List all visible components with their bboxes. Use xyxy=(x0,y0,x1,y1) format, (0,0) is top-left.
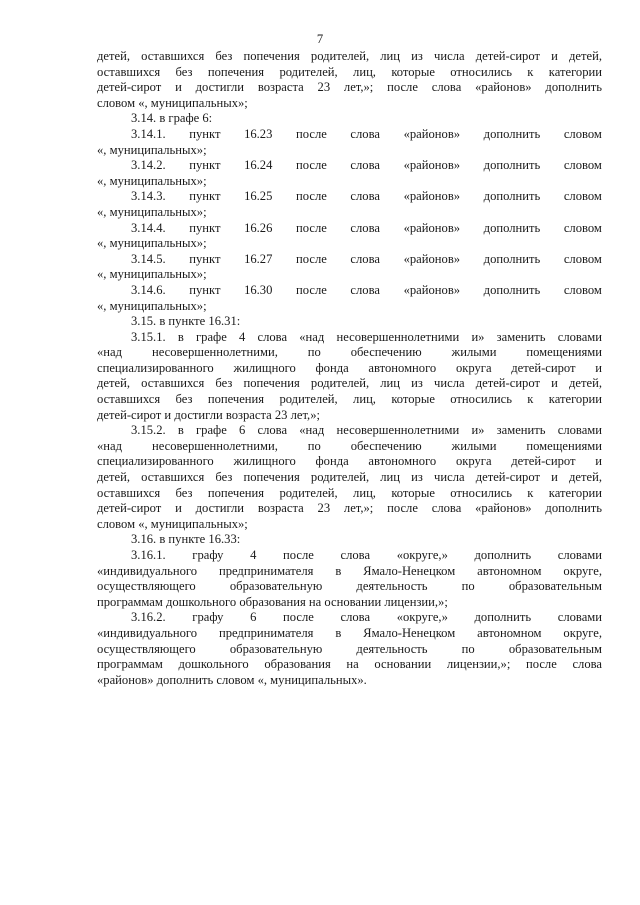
text-cell: «районов» xyxy=(403,158,461,173)
text-cell: 3.14.1. xyxy=(131,126,166,141)
text-cell: слова xyxy=(350,220,380,235)
text-line: осуществляющего образовательную деятельность по образовательным xyxy=(97,641,602,656)
page-number: 7 xyxy=(316,32,324,46)
text-line: «, муниципальных»; xyxy=(97,267,207,282)
text-cell: после xyxy=(296,251,327,266)
text-cell: пункт xyxy=(189,220,221,235)
text-line: «индивидуального предпринимателя в Ямало-Ненецком автономном округе, xyxy=(97,563,602,578)
text-line: программам дошкольного образования на основании лицензии,»; после слова xyxy=(97,657,602,672)
text-cell: словом xyxy=(563,158,602,173)
text-cell: 16.25 xyxy=(244,189,273,204)
text-cell: словом xyxy=(563,282,602,297)
text-cell: 16.26 xyxy=(244,220,273,235)
text-line: «, муниципальных»; xyxy=(97,173,207,188)
text-cell: словом xyxy=(563,220,602,235)
text-cell: слова xyxy=(350,158,380,173)
text-line: 3.15.2. в графе 6 слова «над несовершеннолетними и» заменить словами xyxy=(131,423,602,438)
text-line: программам дошкольного образования на основании лицензии,»; xyxy=(97,594,448,609)
text-cell: 16.23 xyxy=(244,126,273,141)
text-cell: слова xyxy=(350,189,380,204)
text-cell: слова xyxy=(350,126,380,141)
text-line: 3.16.1. графу 4 после слова «округе,» дополнить словами xyxy=(131,548,602,562)
text-line: оставшихся без попечения родителей, лиц, которые относились к категории xyxy=(97,485,602,500)
text-line: оставшихся без попечения родителей, лиц, которые относились к категории xyxy=(97,392,602,407)
text-cell: 3.14.4. xyxy=(131,220,166,235)
text-cell: 3.14.5. xyxy=(131,251,166,266)
text-cell: «районов» xyxy=(403,189,461,204)
text-line: «, муниципальных»; xyxy=(97,204,207,219)
text-cell: дополнить xyxy=(483,189,541,204)
text-cell: словом xyxy=(563,251,602,266)
text-line: детей, оставшихся без попечения родителей, лиц из числа детей-сирот и детей, xyxy=(97,470,602,485)
text-cell: дополнить xyxy=(483,251,541,266)
text-line: 3.16. в пункте 16.33: xyxy=(131,532,241,547)
text-cell: 3.14.6. xyxy=(131,282,166,297)
text-cell: словом xyxy=(563,126,602,141)
text-cell: дополнить xyxy=(483,220,541,235)
text-line: оставшихся без попечения родителей, лиц, которые относились к категории xyxy=(97,64,602,79)
text-line xyxy=(97,252,602,268)
text-cell: 3.14.3. xyxy=(131,189,166,204)
text-cell: слова xyxy=(350,251,380,266)
text-line: 3.16.2. графу 6 после слова «округе,» дополнить словами xyxy=(131,610,602,625)
text-line: «над несовершеннолетними, по обеспечению жилыми помещениями xyxy=(97,438,602,453)
text-line: «районов» дополнить словом «, муниципальных». xyxy=(97,672,367,687)
text-cell: дополнить xyxy=(483,282,541,297)
text-line: «индивидуального предпринимателя в Ямало-Ненецком автономном округе, xyxy=(97,625,602,640)
text-cell: пункт xyxy=(189,251,221,266)
text-line: 3.15.1. в графе 4 слова «над несовершеннолетними и» заменить словами xyxy=(131,329,602,344)
text-line xyxy=(97,221,602,237)
text-cell: «районов» xyxy=(403,282,461,297)
text-cell: пункт xyxy=(189,282,221,297)
text-line: словом «, муниципальных»; xyxy=(97,95,248,110)
text-cell: пункт xyxy=(189,189,221,204)
text-cell: после xyxy=(296,282,327,297)
text-line: детей, оставшихся без попечения родителей, лиц из числа детей-сирот и детей, xyxy=(97,376,602,391)
text-cell: после xyxy=(296,158,327,173)
text-line: 3.15. в пункте 16.31: xyxy=(131,314,241,329)
text-line xyxy=(97,283,602,299)
text-cell: 16.30 xyxy=(244,282,273,297)
text-line: осуществляющего образовательную деятельность по образовательным xyxy=(97,579,602,594)
text-line: словом «, муниципальных»; xyxy=(97,516,248,531)
text-line: «, муниципальных»; xyxy=(97,236,207,251)
text-cell: 16.24 xyxy=(244,158,273,173)
text-line xyxy=(97,158,602,174)
text-line: «, муниципальных»; xyxy=(97,298,207,313)
text-line: 3.14. в графе 6: xyxy=(131,111,213,126)
text-cell: словом xyxy=(563,189,602,204)
text-cell: «районов» xyxy=(403,220,461,235)
text-cell: после xyxy=(296,126,327,141)
text-cell: слова xyxy=(350,282,380,297)
text-cell: дополнить xyxy=(483,126,541,141)
text-line: «, муниципальных»; xyxy=(97,142,207,157)
text-cell: после xyxy=(296,189,327,204)
text-cell: 3.14.2. xyxy=(131,158,166,173)
text-line xyxy=(97,127,602,143)
text-line xyxy=(97,189,602,205)
text-cell: дополнить xyxy=(483,158,541,173)
text-cell: пункт xyxy=(189,126,221,141)
text-line: «над несовершеннолетними, по обеспечению жилыми помещениями xyxy=(97,345,602,360)
text-cell: пункт xyxy=(189,158,221,173)
document-body xyxy=(97,49,602,688)
text-cell: 16.27 xyxy=(244,251,273,266)
text-cell: «районов» xyxy=(403,126,461,141)
text-line: детей, оставшихся без попечения родителей, лиц из числа детей-сирот и детей, xyxy=(97,49,602,63)
text-cell: «районов» xyxy=(403,251,461,266)
text-line: специализированного жилищного фонда автономного округа детей-сирот и xyxy=(97,360,602,375)
text-line: специализированного жилищного фонда автономного округа детей-сирот и xyxy=(97,454,602,469)
text-line: детей-сирот и достигли возраста 23 лет,»; xyxy=(97,407,320,422)
text-cell: после xyxy=(296,220,327,235)
text-line: детей-сирот и достигли возраста 23 лет,»; после слова «районов» дополнить xyxy=(97,80,602,95)
text-line: детей-сирот и достигли возраста 23 лет,»; после слова «районов» дополнить xyxy=(97,501,602,516)
